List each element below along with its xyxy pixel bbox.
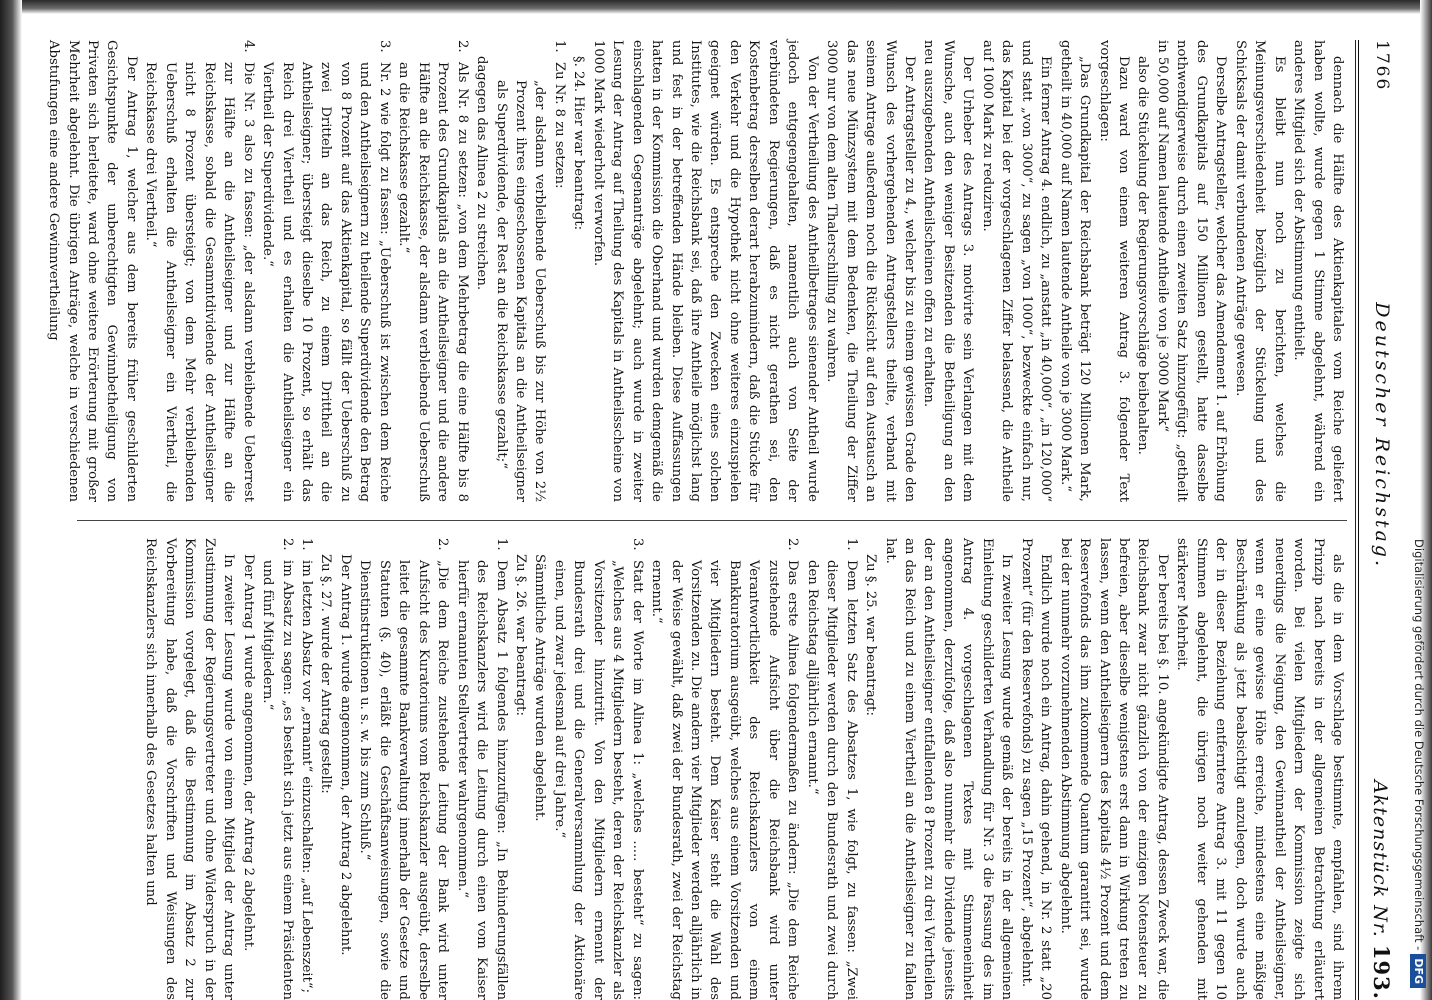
left-column-paragraph [394, 40, 472, 502]
right-column [67, 538, 1347, 1000]
item-text: Dem letzten Satz des Absatzes 1, wie folgt, zu fassen: „Zwei dieser Mitglieder werden durch den Bundesrath und zwei durch den Reichstag alljährlich ernannt.“ [804, 560, 859, 1000]
left-column-paragraph: §. 24. Hier war beantragt: [571, 56, 587, 231]
right-column-paragraph: Der bereits bei §. 10. angekündigte Antrag, dessen Zweck war, die Reichsbank zwar nicht gänzlich von der einzigen Notensteuer zu befreien, aber dieselbe wenigstens erst dann in Wirkung treten zu lassen, wenn den Antheilseignern des Kapitals 4½ Prozent und dem Reservefonds das ihm zukommende Quantum garantirt sei, wurde bei der nunmehr vorzunehmenden Abstimmung abgelehnt. [1057, 538, 1170, 1000]
item-text: Die Nr. 3 also zu fassen: „der alsdann verbleibende Ueberrest zur Hälfte an die Antheilseigner und zur Hälfte an die Reichskasse, sobald die Gesammtdividende der Antheilseigner nicht 8 Prozent übersteigt; von dem Mehr verbleibenden Ueberschuß erhalten die Antheilseigner ein Viertheil, die Reichskasse drei Viertheil.“ [143, 62, 256, 502]
right-column-paragraph: Zu §. 27. wurde der Antrag gestellt: [318, 554, 334, 794]
dfg-logo: DFG [1410, 954, 1426, 988]
item-number: 3. [376, 40, 392, 53]
right-column-paragraph: Endlich wurde noch ein Antrag, dahin gehend, in Nr. 2 statt „20 Prozent“ (für den Reservefonds) zu sagen „15 Prozent“, abgelehnt. [1018, 538, 1054, 1000]
left-column-paragraph: Der Antrag 1, welcher aus dem bereits früher geschilderten Gesichtspunkte der unberechtigten Gewinnbetheiligung von Privaten sich herleitete, ward ohne weitere Erörterung mit großer Mehrheit abgelehnt. Die übrigen Anträge, welche in verschiedenen Abstufungen eine andere Gewinnvertheilung [46, 40, 139, 502]
left-column-paragraph [258, 40, 394, 502]
item-number: 2. [454, 40, 470, 53]
right-column-paragraph: Zu §. 25. war beantragt: [863, 554, 879, 716]
right-column-paragraph: In zweiter Lesung wurde gemäß der bereits in der allgemeinen Einleitung geschilderten Verhandlung für Nr. 3 die Fassung des im Antrag 4. vorgeschlagenen Textes mit Stimmeneinheit angenommen, derzufolge, daß also nunmehr die Dividende jenseits der an den Antheilseigner entfallenden 8 Prozent zu drei Viertheilen an das Reich und zu einem Viertheil an die Antheilseigner zu fallen hat. [882, 538, 1015, 1000]
left-column [46, 40, 1347, 502]
right-column-paragraph [452, 538, 510, 1000]
scan-edge-top [0, 0, 1432, 14]
right-column-paragraph [549, 538, 646, 1000]
item-text: Zu Nr. 8 zu setzen: [551, 62, 567, 189]
item-number: 1. [843, 538, 859, 551]
item-text: „Die dem Reiche zustehende Leitung der Bank wird unter Aufsicht des Kuratoriums vom Reichskanzler ausgeübt, derselbe leitet die gesammte Bankverwaltung innerhalb der Gesetze und Statuten (§. 40), erläßt die Geschäftsanweisungen, sowie die Dienstinstruktionen u. s. w. bis zum Schluß.“ [357, 560, 451, 1000]
item-text: Statt der Worte im Alinea 1: „welches ..... besteht“ zu sagen: „Welches aus 4 Mitgliedern besteht, deren der Reichskanzler als Vorsitzender hinzutritt. Von den Mitgliedern ernennt der Bundesrath drei und die Generalversammlung der Aktionäre einen, und zwar jedesmal auf drei Jahre.“ [551, 560, 645, 1000]
left-column-paragraph: Der Antragsteller zu 4., welcher bis zu einem gewissen Grade den Wunsch des vorhergehenden Antragstellers theilte, verband mit seinem Antrage außerdem noch die Rücksicht auf den Austausch an das neue Münzsystem mit dem Bedenken, die Theilung der Ziffer 3000 nur von dem alten Thalerschilling zu wahren. [824, 40, 918, 502]
right-column-paragraph: In zweiter Lesung wurde von einem Mitglied der Antrag unter Zustimmung der Regierungsvertreter und ohne Widerspruch in der Kommission vorgelegt, daß die Bestimmung im Absatz 2 zur Vorbereitung habe, daß die Vorschriften und Weisungen des Reichskanzlers sich innerhalb des Gesetzes halten und [143, 538, 237, 1000]
scan-edge-left [0, 0, 22, 1000]
right-column-paragraph [297, 538, 316, 1000]
item-number: 3. [629, 538, 645, 551]
right-column-paragraph [258, 538, 297, 1000]
left-column-paragraph: „der alsdann verbleibende Ueberschuß bis zur Höhe von 2½ Prozent ihres eingeschossenen Kapitals an die Antheilseigner als Superdividende, der Rest an die Reichskasse gezahlt;“ [493, 80, 548, 502]
item-number: 1. [298, 538, 314, 551]
item-text: Als Nr. 8 zu setzen: „von dem Mehrbetrag die eine Hälfte bis 8 Prozent des Grundkapitals an die Antheilseigner und die andere Hälfte an die Reichskasse, der alsdann verbleibende Ueberschuß an die Reichskasse gezahlt.“ [396, 62, 470, 502]
left-column-paragraph: dennach die Hälfte des Aktienkapitales vom Reiche geliefert haben wollte, wurde gegen 1 Stimme abgelehnt, während ein anderes Mitglied sich der Abstimmung enthielt. [1291, 40, 1345, 502]
left-column-paragraph: Von der Vertheilung des Antheilbetrages sienender Antheil wurde jedoch entgegengehalten, namentlich auch von Seite der verbündeten Regierungen, daß es nicht gerathen sei, den Kostenbetrag derselben derart herabzumindern, daß die Stücke für den Verkehr und die Hypothek nicht ohne weiteres einzuspielen geeignet würden. Es entspreche den Zwecken eines solchen Institutes, wie die Reichsbank sei, daß ihre Antheile möglichst lang und fest in der betreffenden Hände bleiben. Diese Auffassungen hatten in der Kommission die Oberhand und wurden demgemäß die einschlagenden Gegenanträge abgelehnt; auch wurde in zweiter Lesung der Antrag auf Theilung des Kapitals in Antheilsscheine von 1000 Mark wiederholt verworfen. [590, 40, 820, 502]
page-header [1358, 40, 1405, 1000]
left-column-paragraph [549, 40, 568, 502]
left-column-paragraph: Ein ferner Antrag 4. endlich, zu „anstatt „in 40,000“, „in 120,000“ und statt „von 3000“, zu sagen „von 1000“, bezweckte einfach nur, das Kapital bei der vorgeschlagenen Ziffer belassend, die Antheile auf 1000 Mark zu reduziren. [979, 40, 1054, 502]
left-column-paragraph: also die Stückelung der Regierungsvorschläge beibehalten. [1135, 56, 1151, 455]
right-column-paragraph: Der Antrag 1. wurde angenommen, der Antrag 2 abgelehnt. [337, 554, 353, 956]
document-reference [1370, 780, 1395, 1000]
document-ref-label: Aktenstück Nr. [1369, 779, 1392, 938]
left-column-paragraph: dagegen das Alinea 2 zu streichen. [474, 56, 490, 291]
item-text: im Absatz zu sagen: „es besteht sich jetzt aus einem Präsidenten und fünf Mitgliedern.“ [260, 560, 295, 1000]
publication-title: Deutscher Reichstag. [1371, 302, 1393, 569]
item-text: Nr. 2 wie folgt zu fassen: „Ueberschuß ist zwischen dem Reiche und den Antheilseignern zu theilende Superdividende den Betrag von 8 Prozent auf das Aktienkapital, so fällt der Ueberschuß zu zwei Dritteln an das Reich, zu einem Drittheil an die Antheilseigner; übersteigt dieselbe 10 Prozent, so erhält das Reich drei Viertheil und es erhalten die Antheilseigner ein Viertheil der Superdividende.“ [260, 62, 392, 502]
item-number: 2. [435, 538, 451, 551]
right-column-paragraph: Sämmtliche Anträge wurden abgelehnt. [532, 554, 548, 822]
item-number: 2. [785, 538, 801, 551]
left-column-paragraph: Der Urheber des Antrags 3. motivirte sein Verlangen mit dem Wunsche, auch den weniger Besitzenden die Betheiligung an den neu auszugebenden Antheilscheinen offen zu erhalten. [921, 40, 976, 502]
right-column-paragraph [802, 538, 860, 1000]
document-ref-number: 193. [1369, 944, 1395, 1000]
column-rule [77, 520, 1347, 521]
item-number: 1. [493, 538, 509, 551]
left-column-paragraph: Es bleibt nun noch zu berichten, welches die Meinungsverschiedenheit bezüglich der Stückelung und des Schicksals der damit verbundenen Anträge gewesen. [1232, 40, 1287, 502]
item-number: 1. [551, 40, 567, 53]
page-number: 1766 [1372, 40, 1392, 92]
right-column-paragraph: Der Antrag 1 wurde angenommen, der Antrag 2 abgelehnt. [240, 554, 256, 952]
left-column-paragraph: „Das Grundkapital der Reichsbank beträgt 120 Millionen Mark, getheilt in 40,000 auf Namen lautende Antheile von je 3000 Mark.“ [1057, 40, 1093, 502]
right-column-paragraph [647, 538, 803, 1000]
digitization-credit [1408, 8, 1430, 988]
document-page [46, 40, 1405, 1000]
header-rule [1355, 40, 1356, 1000]
left-column-paragraph: Derselbe Antragsteller, welcher das Amendement 1. auf Erhöhung des Grundkapitals auf 150 Millionen gestellt, hatte dasselbe nothwendigerweise durch einen zweiten Satz hinzugefügt: „getheilt in 50,000 auf Namen lautende Antheile von je 3000 Mark“ [1154, 40, 1229, 502]
right-column-paragraph: als die in dem Vorschlage bestimmte, empfahlen, sind ihrem Prinzip nach bereits in der allgemeinen Betrachtung erläutert worden. Bei vielen Mitgliedern der Kommission zeigte sich neuerdings die Neigung, den Gewinnantheil der Antheilseigner, wenn er eine gewisse Höhe erreiche, mindestens eine mäßige Beschränkung als jetzt beabsichtigt anzulegen, doch wurde auch der in dieser Beziehung entferntere Antrag 3. mit 11 gegen 10 Stimmen abgelehnt, die übrigen noch weiter gehenden mit stärkerer Mehrheit. [1174, 538, 1345, 1000]
left-column-paragraph: Dazu ward von einem weiteren Antrag 3. folgender Text vorgeschlagen: [1096, 40, 1132, 502]
item-number: 4. [240, 40, 256, 53]
left-column-paragraph [141, 40, 258, 502]
item-text: Dem Absatz 1 folgendes hinzuzufügen: „In Behinderungsfällen des Reichskanzlers wird die Leitung durch einen vom Kaiser hierfür ernannten Stellvertreter wahrgenommen.“ [454, 560, 509, 1000]
item-number: 2. [279, 538, 295, 551]
right-column-paragraph: Zu §. 26. war beantragt: [512, 554, 528, 716]
item-text: Das erste Alinea folgendermaßen zu ändern: „Die dem Reiche zustehende Aufsicht über die Reichsbank wird unter Verantwortlichkeit des Reichskanzlers von einem Bankkuratorium ausgeübt, welches aus einem Vorsitzenden und vier Mitgliedern besteht. Dem Kaiser steht die Wahl des Vorsitzenden zu. Die andern vier Mitglieder werden alljährlich in der Weise gewählt, daß zwei der Bundesrath, zwei der Reichstag ernennt.“ [649, 560, 801, 1000]
item-text: im letzten Absatz vor „ernannt“ einzuschalten: „auf Lebenszeit“; [298, 560, 314, 994]
right-column-paragraph [355, 538, 452, 1000]
credit-text: Digitalisierung gefördert durch die Deutsche Forschungsgemeinschaft - [1412, 539, 1426, 951]
